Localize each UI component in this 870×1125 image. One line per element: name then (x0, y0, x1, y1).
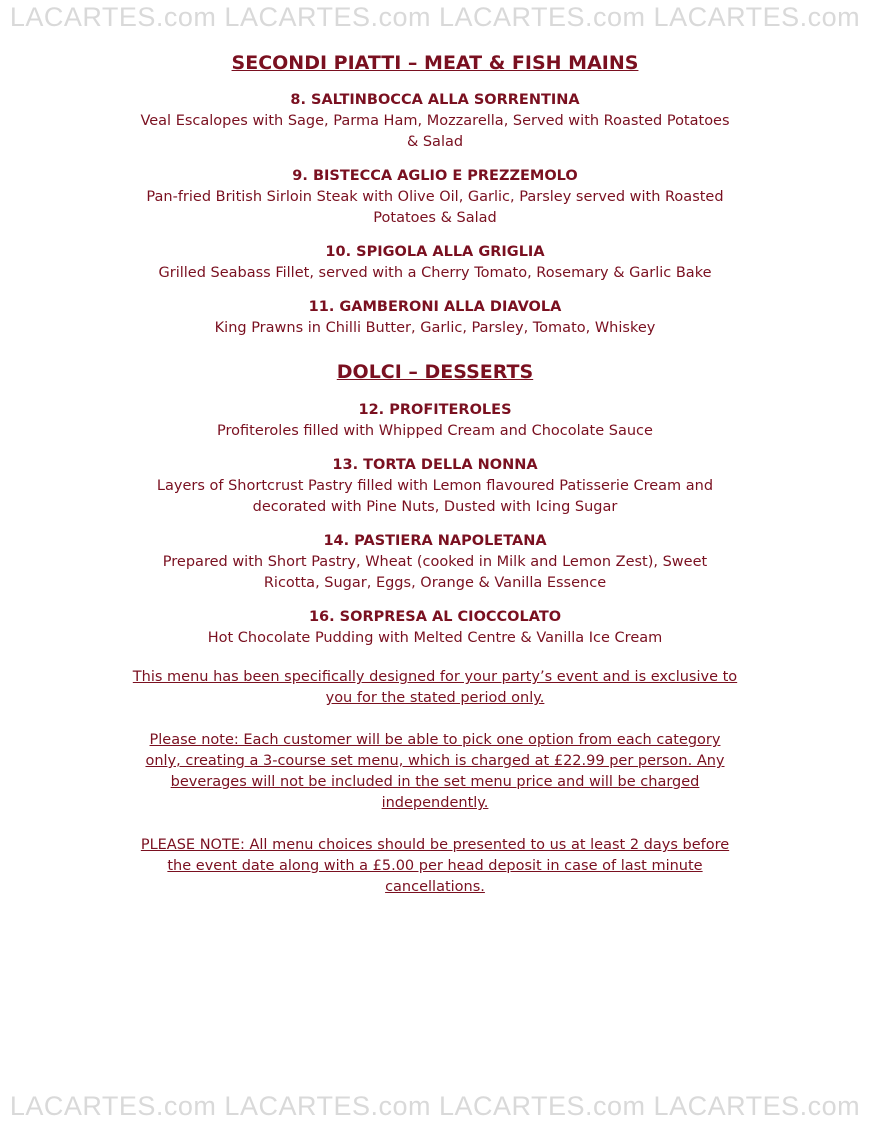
notice-line: Please note: Each customer will be able to pick one option from each category (149, 732, 721, 748)
menu-item (95, 90, 775, 153)
watermark-top: LACARTES.com LACARTES.com LACARTES.com LACARTES.com (9, 2, 861, 32)
menu-item (95, 242, 775, 284)
notice-line: PLEASE NOTE: All menu choices should be presented to us at least 2 days before (140, 837, 730, 853)
menu-item (95, 607, 775, 649)
notice-line: only, creating a 3-course set menu, which is charged at £22.99 per person. Any (145, 753, 725, 769)
menu-item-description: Hot Chocolate Pudding with Melted Centre & Vanilla Ice Cream (207, 630, 663, 646)
menu-item-description: Profiteroles filled with Whipped Cream and Chocolate Sauce (217, 423, 653, 439)
menu-item-description: decorated with Pine Nuts, Dusted with Icing Sugar (252, 499, 618, 515)
notice-line: the event date along with a £5.00 per head deposit in case of last minute (167, 858, 703, 874)
notice-line: beverages will not be included in the set menu price and will be charged (170, 774, 700, 790)
notice-deposit (95, 835, 775, 898)
menu-item-name: 8. SALTINBOCCA ALLA SORRENTINA (290, 92, 580, 108)
notice-line: you for the stated period only. (325, 690, 545, 706)
menu-item (95, 455, 775, 518)
section-title-desserts: DOLCI – DESSERTS (336, 361, 534, 383)
menu-page (95, 48, 775, 898)
menu-item-name: 13. TORTA DELLA NONNA (332, 457, 538, 473)
section-title-mains: SECONDI PIATTI – MEAT & FISH MAINS (231, 52, 639, 74)
notice-line: This menu has been specifically designed for your party’s event and is exclusive to (132, 669, 738, 685)
menu-item-description: Ricotta, Sugar, Eggs, Orange & Vanilla Essence (263, 575, 607, 591)
menu-item-description: & Salad (406, 134, 464, 150)
watermark-bottom: LACARTES.com LACARTES.com LACARTES.com LACARTES.com (9, 1091, 861, 1121)
menu-item-name: 12. PROFITEROLES (358, 402, 512, 418)
notice-line: cancellations. (385, 879, 485, 895)
menu-item (95, 531, 775, 594)
menu-item-name: 9. BISTECCA AGLIO E PREZZEMOLO (292, 168, 578, 184)
menu-item-name: 11. GAMBERONI ALLA DIAVOLA (308, 299, 562, 315)
menu-item-name: 14. PASTIERA NAPOLETANA (323, 533, 547, 549)
menu-item (95, 400, 775, 442)
notice-line: independently. (381, 795, 489, 811)
menu-item-name: 10. SPIGOLA ALLA GRIGLIA (325, 244, 545, 260)
menu-item-description: Potatoes & Salad (373, 210, 497, 226)
menu-item-name: 16. SORPRESA AL CIOCCOLATO (308, 609, 562, 625)
menu-item-description: King Prawns in Chilli Butter, Garlic, Parsley, Tomato, Whiskey (214, 320, 656, 336)
menu-item (95, 297, 775, 339)
menu-item-description: Pan-fried British Sirloin Steak with Olive Oil, Garlic, Parsley served with Roasted (146, 189, 724, 205)
notices (95, 667, 775, 898)
notice-exclusive (95, 667, 775, 709)
menu-item (95, 166, 775, 229)
menu-item-description: Prepared with Short Pastry, Wheat (cooked in Milk and Lemon Zest), Sweet (162, 554, 708, 570)
menu-item-description: Veal Escalopes with Sage, Parma Ham, Mozzarella, Served with Roasted Potatoes (140, 113, 730, 129)
menu-item-description: Layers of Shortcrust Pastry filled with Lemon flavoured Patisserie Cream and (156, 478, 714, 494)
menu-item-description: Grilled Seabass Fillet, served with a Cherry Tomato, Rosemary & Garlic Bake (158, 265, 712, 281)
notice-pricing (95, 730, 775, 814)
